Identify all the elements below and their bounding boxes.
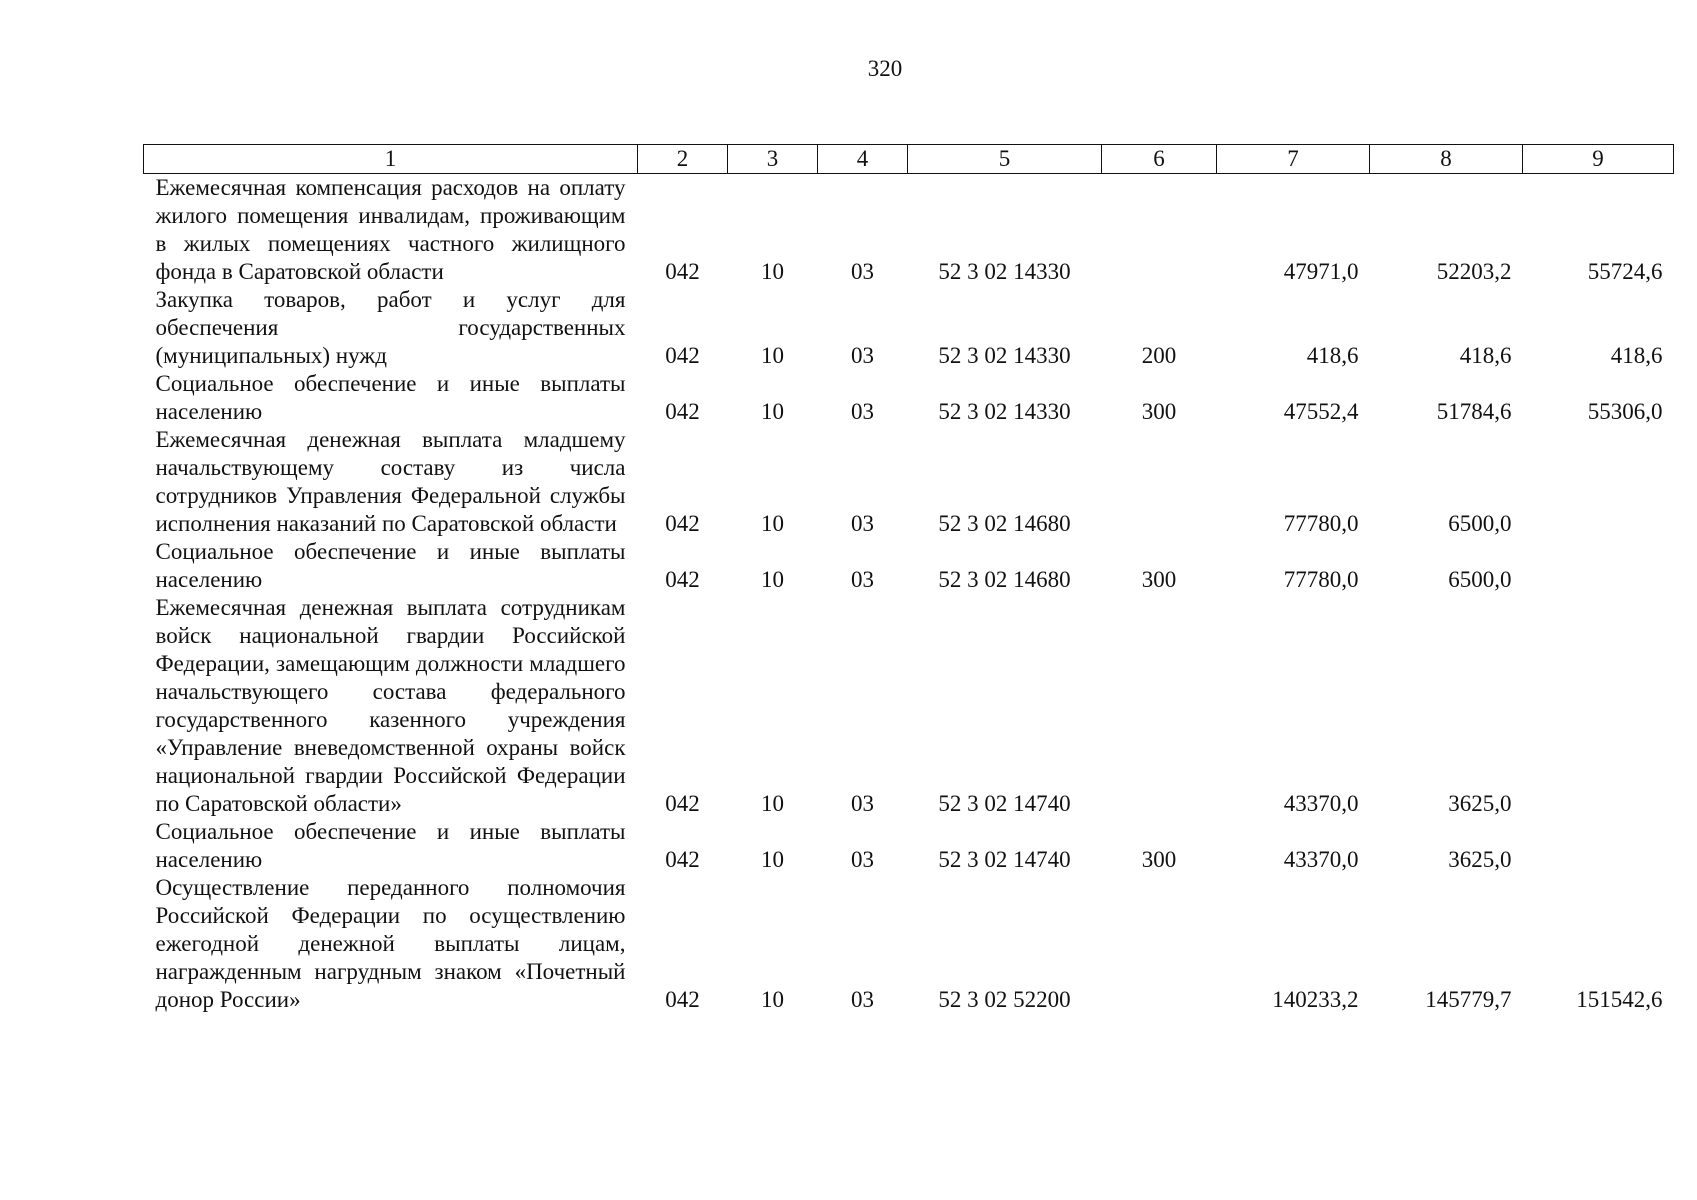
row-section-code: 10	[761, 847, 784, 872]
row-subsection-code: 03	[851, 343, 874, 368]
row-amount-year1: 43370,0	[1283, 791, 1359, 816]
budget-table	[143, 144, 1674, 1014]
row-amount-year2: 6500,0	[1448, 511, 1512, 536]
header-row	[144, 145, 1674, 174]
row-amount-year3	[1523, 538, 1674, 594]
row-amount-year2: 6500,0	[1448, 567, 1512, 592]
row-expense-type-code	[1102, 426, 1217, 538]
row-subsection-code: 03	[851, 847, 874, 872]
row-department-code: 042	[665, 399, 700, 424]
row-subsection-code: 03	[851, 791, 874, 816]
row-section-code: 10	[761, 791, 784, 816]
row-name-cell: Социальное обеспечение и иные выплаты населению	[155, 371, 626, 424]
row-expense-type-code	[1102, 594, 1217, 818]
row-department-code: 042	[665, 259, 700, 284]
row-amount-year3: 418,6	[1610, 343, 1663, 368]
row-department-code: 042	[665, 343, 700, 368]
row-amount-year1: 47971,0	[1283, 259, 1359, 284]
row-expense-type-code	[1102, 174, 1217, 287]
row-section-code: 10	[761, 987, 784, 1012]
table-row	[144, 174, 1674, 287]
row-amount-year1: 77780,0	[1283, 511, 1359, 536]
row-target-article-code: 52 3 02 14740	[938, 791, 1071, 816]
table-row	[144, 538, 1674, 594]
row-expense-type-code: 300	[1141, 399, 1177, 424]
row-amount-year3	[1523, 818, 1674, 874]
row-subsection-code: 03	[851, 511, 874, 536]
row-amount-year1: 418,6	[1306, 343, 1359, 368]
row-name-cell: Социальное обеспечение и иные выплаты населению	[155, 819, 626, 872]
row-amount-year2: 3625,0	[1448, 791, 1512, 816]
row-target-article-code: 52 3 02 14330	[938, 399, 1071, 424]
row-amount-year3: 55724,6	[1587, 259, 1663, 284]
row-department-code: 042	[665, 987, 700, 1012]
header-cell-amount-year1: 7	[1217, 145, 1370, 174]
row-section-code: 10	[761, 399, 784, 424]
table-row	[144, 874, 1674, 1014]
row-amount-year1: 140233,2	[1272, 987, 1359, 1012]
header-cell-name: 1	[144, 145, 638, 174]
row-expense-type-code: 200	[1141, 343, 1177, 368]
row-section-code: 10	[761, 511, 784, 536]
row-name-cell: Социальное обеспечение и иные выплаты населению	[155, 539, 626, 592]
header-cell-department: 2	[638, 145, 728, 174]
header-cell-section: 3	[728, 145, 818, 174]
row-amount-year1: 43370,0	[1283, 847, 1359, 872]
row-amount-year2: 51784,6	[1436, 399, 1512, 424]
row-name-cell: Осуществление переданного полномочия Российской Федерации по осуществлению ежегодной денежной выплаты лицам, награжденным нагрудным знаком «Почетный донор России»	[155, 875, 626, 1012]
table-row	[144, 370, 1674, 426]
row-name-cell: Закупка товаров, работ и услуг для обеспечения государственных (муниципальных) нужд	[155, 287, 626, 368]
row-expense-type-code	[1102, 874, 1217, 1014]
row-amount-year2: 3625,0	[1448, 847, 1512, 872]
table-row	[144, 818, 1674, 874]
row-subsection-code: 03	[851, 259, 874, 284]
row-department-code: 042	[665, 511, 700, 536]
header-cell-expense-type: 6	[1102, 145, 1217, 174]
row-target-article-code: 52 3 02 14330	[938, 343, 1071, 368]
row-amount-year1: 77780,0	[1283, 567, 1359, 592]
row-expense-type-code: 300	[1141, 567, 1177, 592]
header-cell-target-article: 5	[908, 145, 1102, 174]
row-amount-year2: 52203,2	[1436, 259, 1512, 284]
table-row	[144, 286, 1674, 370]
row-section-code: 10	[761, 567, 784, 592]
header-cell-amount-year3: 9	[1523, 145, 1674, 174]
row-amount-year1: 47552,4	[1283, 399, 1359, 424]
row-name-cell: Ежемесячная денежная выплата сотрудникам войск национальной гвардии Российской Федерации, замещающим должности младшего начальствующего состава федерального государственного казенного учреждения «Управление вневедомственной охраны войск национальной гвардии Российской Федерации по Саратовской области»	[155, 595, 626, 816]
row-expense-type-code: 300	[1141, 847, 1177, 872]
row-target-article-code: 52 3 02 14680	[938, 567, 1071, 592]
row-department-code: 042	[665, 567, 700, 592]
page-number: 320	[867, 56, 903, 81]
row-subsection-code: 03	[851, 567, 874, 592]
row-department-code: 042	[665, 791, 700, 816]
row-name-cell: Ежемесячная денежная выплата младшему начальствующему составу из числа сотрудников Управления Федеральной службы исполнения наказаний по Саратовской области	[155, 427, 626, 536]
row-section-code: 10	[761, 259, 784, 284]
table-row	[144, 426, 1674, 538]
row-target-article-code: 52 3 02 14680	[938, 511, 1071, 536]
row-target-article-code: 52 3 02 14330	[938, 259, 1071, 284]
row-amount-year3	[1523, 426, 1674, 538]
row-section-code: 10	[761, 343, 784, 368]
row-amount-year3: 151542,6	[1576, 987, 1663, 1012]
row-amount-year2: 418,6	[1459, 343, 1512, 368]
row-department-code: 042	[665, 847, 700, 872]
row-subsection-code: 03	[851, 987, 874, 1012]
row-target-article-code: 52 3 02 14740	[938, 847, 1071, 872]
header-cell-subsection: 4	[818, 145, 908, 174]
row-amount-year3: 55306,0	[1587, 399, 1663, 424]
row-subsection-code: 03	[851, 399, 874, 424]
row-amount-year3	[1523, 594, 1674, 818]
row-name-cell: Ежемесячная компенсация расходов на оплату жилого помещения инвалидам, проживающим в жилых помещениях частного жилищного фонда в Саратовской области	[155, 175, 626, 284]
row-amount-year2: 145779,7	[1425, 987, 1512, 1012]
header-cell-amount-year2: 8	[1370, 145, 1523, 174]
row-target-article-code: 52 3 02 52200	[938, 987, 1071, 1012]
table-body	[144, 174, 1674, 1015]
table-row	[144, 594, 1674, 818]
